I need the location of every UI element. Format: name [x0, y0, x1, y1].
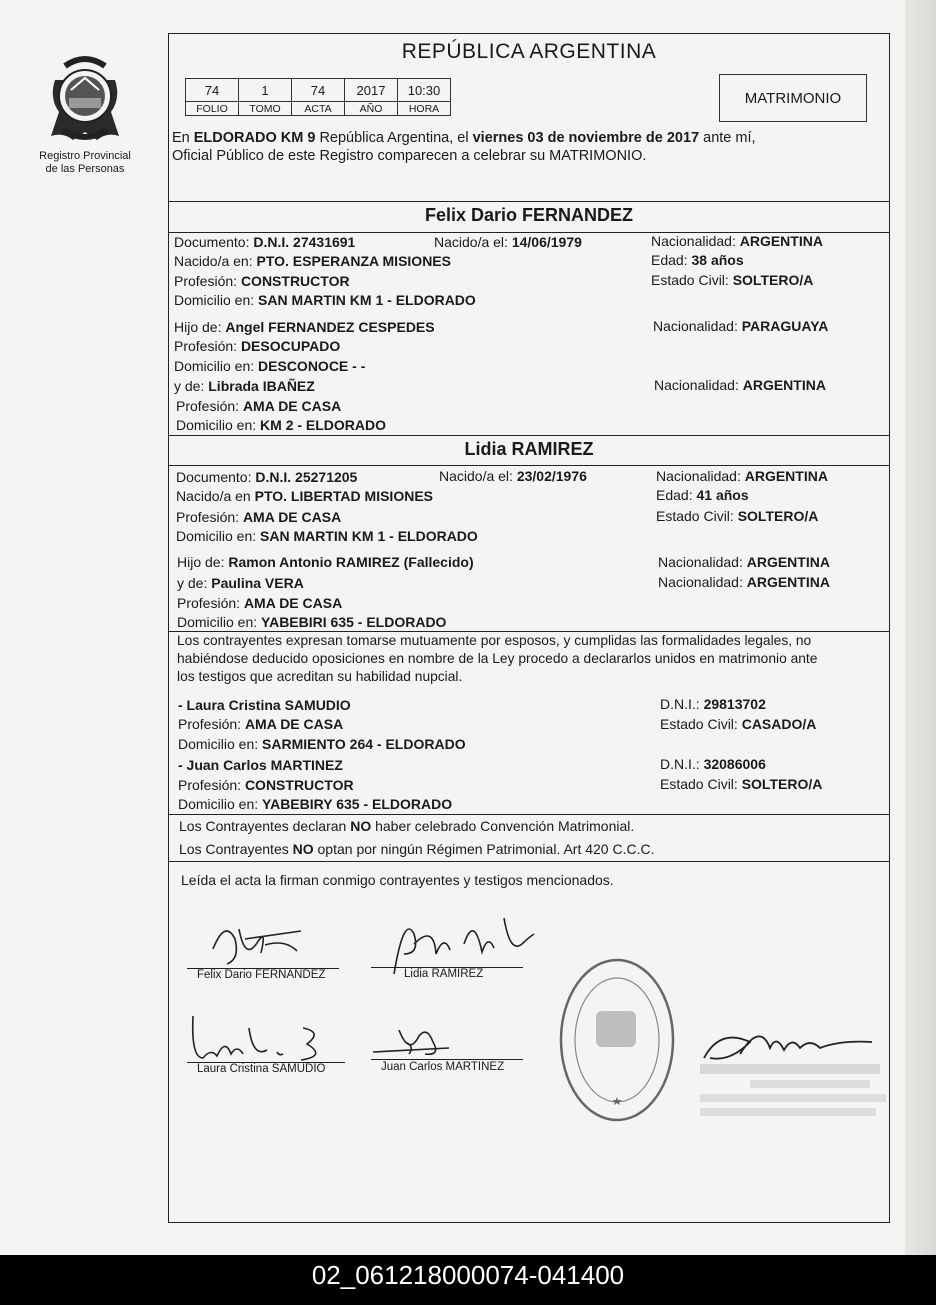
field-value: PTO. ESPERANZA MISIONES — [256, 253, 451, 269]
field-label: Estado Civil: — [651, 272, 733, 288]
bride-mother-nationality — [658, 574, 830, 591]
signature-laura-scribble — [187, 1008, 337, 1068]
signature-juan-scribble — [369, 1022, 459, 1062]
groom-father-profession — [174, 338, 340, 355]
witness-1-dni — [660, 696, 766, 713]
field-value: CASADO/A — [741, 716, 817, 732]
field-label: Nacionalidad: — [651, 233, 740, 249]
field-value: SAN MARTIN KM 1 - ELDORADO — [258, 292, 476, 308]
signature-juan-name: Juan Carlos MARTINEZ — [381, 1061, 505, 1073]
declaration-paragraph — [177, 632, 892, 686]
intro-date: viernes 03 de noviembre de 2017 — [472, 130, 700, 146]
field-label: Nacionalidad: — [654, 377, 743, 393]
witness-1-civil-status — [660, 716, 816, 733]
field-label: Estado Civil: — [660, 776, 742, 792]
logo-line2: de las Personas — [45, 163, 125, 175]
field-value: SAN MARTIN KM 1 - ELDORADO — [260, 528, 478, 544]
field-label: Domicilio en: — [174, 292, 259, 308]
field-label: Domicilio en: — [177, 614, 262, 630]
bride-age — [656, 487, 749, 504]
field-value: PTO. LIBERTAD MISIONES — [254, 488, 433, 504]
field-value: Angel FERNANDEZ CESPEDES — [225, 319, 435, 335]
field-value: D.N.I. 27431691 — [253, 234, 356, 250]
field-label: Domicilio en: — [178, 736, 263, 752]
field-value: CONSTRUCTOR — [240, 273, 350, 289]
field-value: ARGENTINA — [744, 468, 828, 484]
field-label: D.N.I.: — [660, 696, 704, 712]
convention-text: Los Contrayentes declaran — [179, 818, 351, 834]
hour-label: HORA — [398, 102, 451, 116]
intro-text: ante mí, — [699, 130, 756, 146]
groom-mother — [174, 378, 315, 395]
witness-2-profession — [178, 777, 354, 794]
divider — [169, 465, 889, 466]
field-value: - Juan Carlos MARTINEZ — [178, 757, 343, 773]
field-value: Ramon Antonio RAMIREZ (Fallecido) — [228, 554, 474, 570]
field-value: ARGENTINA — [746, 574, 830, 590]
field-label: Nacido/a en — [176, 488, 255, 504]
field-value: 41 años — [696, 487, 749, 503]
footer-code-bar — [0, 1255, 936, 1305]
round-stamp-icon — [552, 955, 682, 1125]
groom-name: Felix Dario FERNANDEZ — [424, 205, 634, 225]
divider — [169, 814, 889, 815]
field-label: Nacido/a el: — [434, 234, 512, 250]
field-label: Estado Civil: — [660, 716, 742, 732]
field-label: Estado Civil: — [656, 508, 738, 524]
witness-1-profession — [178, 716, 343, 733]
bride-profession — [176, 509, 341, 526]
field-label: Documento: — [174, 234, 254, 250]
groom-nationality — [651, 233, 823, 250]
groom-document — [174, 234, 355, 251]
field-label: y de: — [177, 575, 212, 591]
document-title: REPÚBLICA ARGENTINA — [401, 40, 657, 63]
footer-code: 02_061218000074-041400 — [311, 1260, 625, 1290]
bride-nationality — [656, 468, 828, 485]
groom-age — [651, 252, 744, 269]
divider — [169, 861, 889, 862]
field-label: Domicilio en: — [178, 796, 263, 812]
witness-2-civil-status — [660, 776, 822, 793]
field-value: AMA DE CASA — [243, 595, 343, 611]
intro-text: Oficial Público de este Registro comparecen a celebrar su MATRIMONIO. — [172, 148, 647, 164]
witness-2-dni — [660, 756, 766, 773]
signature-laura-name: Laura Cristina SAMUDIO — [197, 1063, 326, 1075]
official-signature — [700, 1018, 890, 1133]
groom-father — [174, 319, 435, 336]
field-value: SOLTERO/A — [732, 272, 814, 288]
field-label: Nacionalidad: — [658, 574, 747, 590]
field-label: Edad: — [656, 487, 697, 503]
field-value: 38 años — [691, 252, 744, 268]
field-label: Domicilio en: — [176, 417, 261, 433]
folio-value: 74 — [186, 79, 239, 102]
field-value: YABEBIRY 635 - ELDORADO — [262, 796, 453, 812]
field-value: SOLTERO/A — [741, 776, 823, 792]
intro-text: En — [172, 130, 194, 146]
bride-mother-address — [177, 614, 446, 631]
signature-felix-name: Felix Dario FERNANDEZ — [197, 969, 326, 981]
bride-name: Lidia RAMIREZ — [464, 439, 594, 459]
groom-profession — [174, 273, 350, 290]
bride-father-nationality — [658, 554, 830, 571]
field-label: Documento: — [176, 469, 256, 485]
year-label: AÑO — [345, 102, 398, 116]
intro-text: República Argentina, el — [315, 130, 473, 146]
misiones-seal-icon — [43, 50, 127, 146]
field-label: Domicilio en: — [174, 358, 259, 374]
registry-stamp — [552, 955, 682, 1130]
closing-text: Leída el acta la firman conmigo contrayentes y testigos mencionados. — [181, 872, 614, 888]
field-label: Nacionalidad: — [658, 554, 747, 570]
bride-address — [176, 528, 478, 545]
field-value: 32086006 — [703, 756, 766, 772]
field-label: Profesión: — [174, 273, 241, 289]
official-signature-scribble — [700, 1018, 890, 1128]
convention-no: NO — [350, 818, 372, 834]
field-value: SOLTERO/A — [737, 508, 819, 524]
field-value: DESCONOCE - - — [258, 358, 366, 374]
field-label: Nacido/a el: — [439, 468, 517, 484]
field-value: AMA DE CASA — [244, 716, 344, 732]
field-value: AMA DE CASA — [242, 509, 342, 525]
field-value: ARGENTINA — [742, 377, 826, 393]
field-label: Profesión: — [176, 398, 243, 414]
hour-value: 10:30 — [398, 79, 451, 102]
bride-mother — [177, 575, 304, 592]
groom-mother-profession — [176, 398, 341, 415]
bride-civil-status — [656, 508, 818, 525]
signature-felix-scribble — [205, 909, 315, 969]
field-label: Profesión: — [174, 338, 241, 354]
field-value: KM 2 - ELDORADO — [260, 417, 387, 433]
groom-father-address — [174, 358, 365, 375]
field-value: CONSTRUCTOR — [244, 777, 354, 793]
field-value: PARAGUAYA — [741, 318, 829, 334]
convention-text: haber celebrado Convención Matrimonial. — [371, 818, 635, 834]
page-edge — [905, 0, 936, 1255]
field-label: Nacido/a en: — [174, 253, 257, 269]
groom-address — [174, 292, 476, 309]
convention-line-1 — [179, 818, 634, 835]
field-label: D.N.I.: — [660, 756, 704, 772]
intro-place: ELDORADO KM 9 — [193, 130, 316, 146]
divider — [169, 435, 889, 436]
signature-lidia-name: Lidia RAMIREZ — [404, 968, 484, 980]
field-value: DESOCUPADO — [240, 338, 341, 354]
field-label: Profesión: — [178, 777, 245, 793]
declaration-line: habiéndose deducido oposiciones en nombre de la Ley procedo a declararlos unidos en matrimonio ante — [177, 651, 818, 666]
declaration-line: Los contrayentes expresan tomarse mutuamente por esposos, y cumplidas las formalidades legales, no — [177, 633, 812, 648]
folio-label: FOLIO — [186, 102, 239, 116]
field-label: Edad: — [651, 252, 692, 268]
signature-line — [371, 1059, 523, 1060]
field-label: y de: — [174, 378, 209, 394]
field-value: ARGENTINA — [746, 554, 830, 570]
witness-2-name — [178, 757, 343, 774]
field-value: Librada IBAÑEZ — [208, 378, 315, 394]
groom-mother-address — [176, 417, 386, 434]
groom-father-nationality — [653, 318, 828, 335]
field-label: Profesión: — [176, 509, 243, 525]
convention-line-2 — [179, 841, 654, 858]
field-label: Profesión: — [177, 595, 244, 611]
divider — [169, 201, 889, 202]
field-value: D.N.I. 25271205 — [255, 469, 358, 485]
field-label: Nacionalidad: — [653, 318, 742, 334]
bride-birthplace — [176, 488, 433, 505]
signature-lidia-scribble — [374, 904, 544, 974]
witness-2-address — [178, 796, 452, 813]
convention-text: optan por ningún Régimen Patrimonial. Art 420 C.C.C. — [313, 841, 655, 857]
tomo-value: 1 — [239, 79, 292, 102]
tomo-label: TOMO — [239, 102, 292, 116]
field-value: 23/02/1976 — [516, 468, 587, 484]
registry-logo — [30, 50, 140, 176]
bride-mother-profession — [177, 595, 342, 612]
field-label: Domicilio en: — [176, 528, 261, 544]
groom-civil-status — [651, 272, 813, 289]
field-value: AMA DE CASA — [242, 398, 342, 414]
acta-label: ACTA — [292, 102, 345, 116]
year-value: 2017 — [345, 79, 398, 102]
certificate-type-box: MATRIMONIO — [719, 74, 867, 122]
witness-1-address — [178, 736, 466, 753]
groom-born-date — [434, 234, 582, 251]
register-table — [185, 78, 451, 116]
acta-value: 74 — [292, 79, 345, 102]
field-label: Hijo de: — [177, 554, 229, 570]
declaration-line: los testigos que acreditan su habilidad nupcial. — [177, 669, 463, 684]
intro-paragraph — [172, 129, 887, 165]
groom-birthplace — [174, 253, 451, 270]
witness-1-name — [178, 697, 351, 714]
field-value: ARGENTINA — [739, 233, 823, 249]
field-label: Profesión: — [178, 716, 245, 732]
groom-mother-nationality — [654, 377, 826, 394]
field-value: 14/06/1979 — [511, 234, 582, 250]
convention-no: NO — [292, 841, 314, 857]
bride-father — [177, 554, 474, 571]
field-value: 29813702 — [703, 696, 766, 712]
logo-line1: Registro Provincial — [39, 150, 131, 162]
convention-text: Los Contrayentes — [179, 841, 293, 857]
field-value: SARMIENTO 264 - ELDORADO — [262, 736, 466, 752]
bride-born-date — [439, 468, 587, 485]
bride-document — [176, 469, 357, 486]
field-label: Nacionalidad: — [656, 468, 745, 484]
field-value: Paulina VERA — [211, 575, 304, 591]
field-value: YABEBIRI 635 - ELDORADO — [261, 614, 447, 630]
field-label: Hijo de: — [174, 319, 226, 335]
field-value: - Laura Cristina SAMUDIO — [178, 697, 351, 713]
